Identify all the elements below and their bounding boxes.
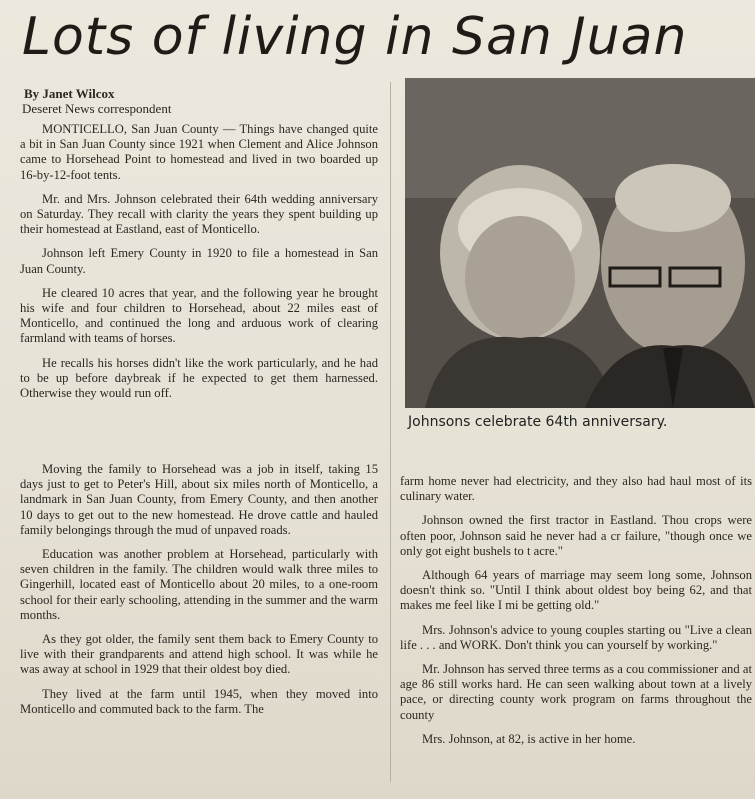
left-column — [20, 122, 378, 410]
paragraph: They lived at the farm until 1945, when they moved into Monticello and commuted back to the farm. The — [20, 686, 378, 716]
column-divider — [390, 82, 391, 782]
paragraph: Johnson owned the first tractor in Eastland. Thou crops were often poor, Johnson said he never had a cr failure, "though once we only got eight bushels to t acre." — [400, 513, 752, 558]
photo-caption: Johnsons celebrate 64th anniversary. — [408, 414, 668, 430]
paragraph: Education was another problem at Horsehead, particularly with seven children in the family. The children would walk three miles to Gingerhill, located east of Monticello about 20 miles, to a one-room school for their early schooling, attending in the summer and the warm months. — [20, 547, 378, 622]
paragraph: He cleared 10 acres that year, and the following year he brought his wife and four children to Horsehead, about 22 miles east of Monticello, and continued the long and arduous work of clearing farmland with teams of horses. — [20, 285, 378, 346]
paragraph: Although 64 years of marriage may seem long some, Johnson doesn't think so. "Until I think about oldest boy being 62, and that makes me feel like I mi be getting old." — [400, 568, 752, 613]
paragraph: He recalls his horses didn't like the work particularly, and he had to be up before daybreak if he expected to get them harnessed. Otherwise they would run off. — [20, 355, 378, 401]
paragraph: Moving the family to Horsehead was a job in itself, taking 15 days just to get to Peter's Hill, about six miles north of Monticello, a landmark in San Juan County, from Emery County, and then another 10 days to get out to the new homestead. He drove cattle and hauled family belongings through the mud of unpaved roads. — [20, 462, 378, 537]
headline: Lots of living in San Juan — [22, 7, 688, 67]
paragraph: Mr. and Mrs. Johnson celebrated their 64th wedding anniversary on Saturday. They recall with clarity the years they spent building up their homestead at Eastland, east of Monticello. — [20, 191, 378, 237]
right-column — [400, 474, 752, 756]
byline: By Janet Wilcox — [24, 86, 115, 101]
paragraph: Mrs. Johnson's advice to young couples starting ou "Live a clean life . . . and WORK. Don't think you can yourself by working." — [400, 622, 752, 652]
paragraph: MONTICELLO, San Juan County — Things have changed quite a bit in San Juan County since 1921 when Clement and Alice Johnson came to Horsehead Point to homestead and lived in two boarded up 16-by-12-foot tents. — [20, 122, 378, 182]
correspondent-line: Deseret News correspondent — [22, 101, 172, 116]
paragraph: Mrs. Johnson, at 82, is active in her home. — [422, 731, 636, 746]
paragraph: Johnson left Emery County in 1920 to file a homestead in San Juan County. — [20, 246, 378, 276]
paragraph: As they got older, the family sent them back to Emery County to live with their grandparents and attend high school. It was while he was away at school in 1929 that their oldest boy died. — [20, 632, 378, 677]
paragraph: farm home never had electricity, and they also had haul most of its culinary water. — [400, 474, 752, 504]
left-column-bottom — [20, 462, 378, 726]
paragraph: Mr. Johnson has served three terms as a cou commissioner and at age 86 still works hard. He can seen walking about town at a lively pace, or directing county work program on farms throughout the county — [400, 662, 752, 722]
couple-photo — [405, 78, 755, 408]
